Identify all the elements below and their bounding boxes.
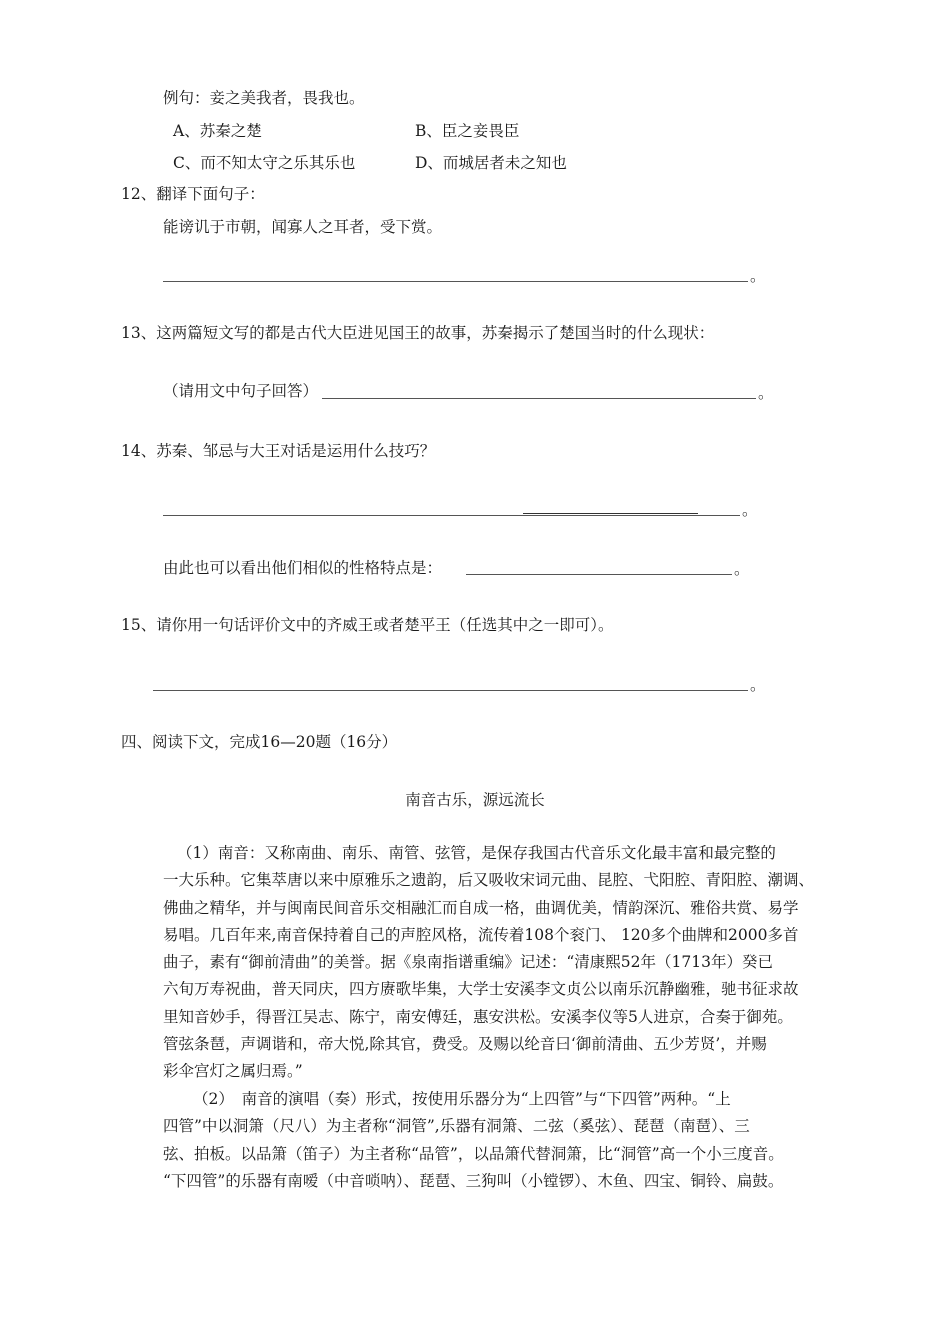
p2-line: 四管”中以洞箫（尺八）为主者称“洞管”,乐器有洞箫、二弦（奚弦）、琵琶（南琶）、三: [163, 1117, 750, 1136]
q14-answer-line-overlay: [523, 513, 698, 514]
q14-end: 。: [742, 501, 758, 519]
article-title: 南音古乐，源远流长: [405, 791, 545, 809]
q13-hint: （请用文中句子回答）: [163, 382, 319, 400]
p1-line: 佛曲之精华，并与闽南民间音乐交相融汇而自成一格，曲调优美，情韵深沉、雅俗共赏、易学: [163, 898, 799, 917]
article-paragraph-1: [163, 840, 827, 1086]
q13-prompt: 13、这两篇短文写的都是古代大臣进见国王的故事，苏秦揭示了楚国当时的什么现状：: [121, 324, 715, 342]
p1-line: 彩伞宫灯之属归焉。”: [163, 1062, 303, 1081]
q12-answer-line[interactable]: [163, 281, 748, 282]
article-paragraph-2: [163, 1086, 827, 1195]
p2-line: （2） 南音的演唱（奏）形式，按使用乐器分为“上四管”与“下四管”两种。“上: [193, 1090, 731, 1108]
q11-example: 例句：妾之美我者，畏我也。: [163, 89, 365, 107]
p1-line: 六旬万寿祝曲，普天同庆，四方赓歌毕集，大学士安溪李文贞公以南乐沉静幽雅，驰书征求故: [163, 980, 799, 999]
q13-answer-line[interactable]: [322, 398, 756, 399]
q14-followup-line[interactable]: [466, 574, 732, 575]
q11-option-b: B、臣之妾畏臣: [415, 122, 520, 140]
q15-prompt: 15、请你用一句话评价文中的齐威王或者楚平王（任选其中之一即可）。: [121, 616, 614, 634]
q12-prompt: 12、翻译下面句子：: [121, 185, 265, 203]
q11-option-d: D、而城居者未之知也: [415, 154, 567, 172]
q13-end: 。: [758, 384, 774, 402]
p1-line: 管弦条琶，声调谐和，帝大悦,除其官，费受。及赐以纶音曰‘御前清曲、五少芳贤’，并赐: [163, 1035, 767, 1054]
q14-prompt: 14、苏秦、邹忌与大王对话是运用什么技巧？: [121, 442, 436, 460]
q15-answer-line[interactable]: [153, 690, 748, 691]
q11-option-a: A、苏秦之楚: [173, 122, 262, 140]
p1-line: （1）南音：又称南曲、南乐、南管、弦管，是保存我国古代音乐文化最丰富和最完整的: [177, 844, 776, 862]
p2-line: “下四管”的乐器有南嗳（中音唢呐）、琵琶、三狗叫（小镗锣）、木鱼、四宝、铜铃、扁鼓。: [163, 1171, 784, 1190]
q12-end: 。: [750, 267, 766, 285]
p1-line: 易唱。几百年来,南音保持着自己的声腔风格，流传着108个衮门、 120多个曲牌和2000多首: [163, 925, 799, 944]
p1-line: 里知音妙手，得晋江吴志、陈宁，南安傅廷，惠安洪松。安溪李仪等5人进京，合奏于御苑。: [163, 1007, 793, 1026]
q14-answer-line[interactable]: [163, 515, 740, 516]
section4-heading: 四、阅读下文，完成16—20题（16分）: [121, 733, 398, 751]
q14-followup-end: 。: [734, 560, 750, 578]
q14-followup: 由此也可以看出他们相似的性格特点是：: [163, 559, 443, 577]
p1-line: 曲子，素有“御前清曲”的美誉。据《泉南指谱重编》记述：“清康熙52年（1713年）癸已: [163, 953, 773, 972]
p2-line: 弦、拍板。以品箫（笛子）为主者称“品管”，以品箫代替洞箫，比“洞管”高一个小三度音。: [163, 1144, 784, 1163]
p1-line: 一大乐种。它集萃唐以来中原雅乐之遗韵，后又吸收宋词元曲、昆腔、弋阳腔、青阳腔、潮调、: [163, 871, 815, 890]
q11-option-c: C、而不知太守之乐其乐也: [173, 154, 356, 172]
q15-end: 。: [750, 676, 766, 694]
q12-sentence: 能谤讥于市朝，闻寡人之耳者，受下赏。: [163, 218, 443, 236]
